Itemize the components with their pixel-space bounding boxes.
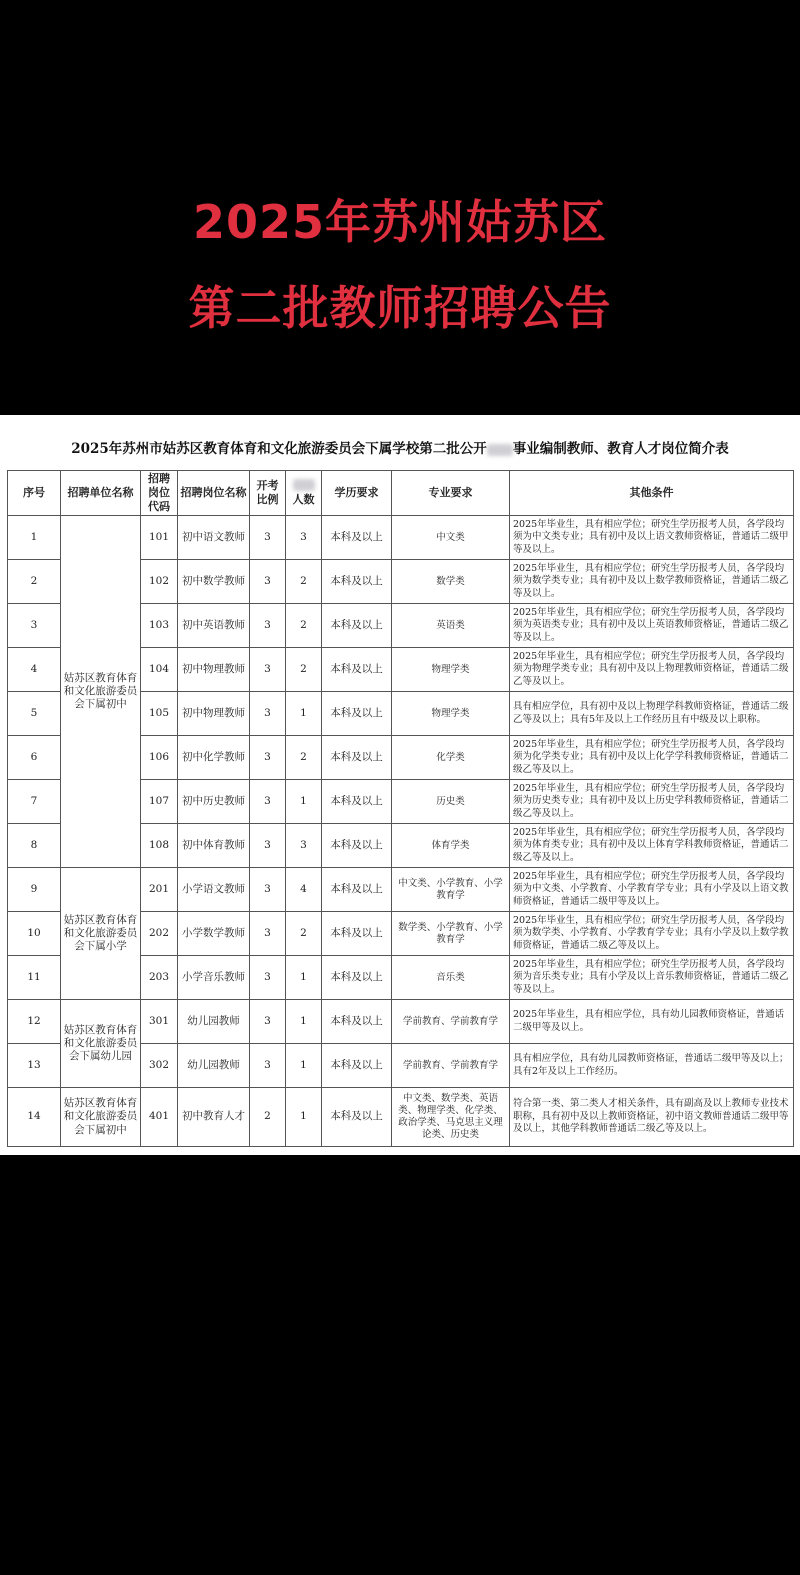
cell-edu: 本科及以上 xyxy=(322,780,392,824)
cell-seq: 7 xyxy=(8,780,61,824)
cell-edu: 本科及以上 xyxy=(322,692,392,736)
cell-code: 103 xyxy=(141,604,178,648)
cell-seq: 6 xyxy=(8,736,61,780)
cell-ratio: 3 xyxy=(250,692,286,736)
table-row xyxy=(8,868,794,912)
blurred-redaction xyxy=(293,479,315,491)
header-edu: 学历要求 xyxy=(322,471,392,516)
cell-post: 初中语文教师 xyxy=(178,516,250,560)
cell-post: 初中数学教师 xyxy=(178,560,250,604)
cell-other: 2025年毕业生，具有相应学位；研究生学历报考人员，各学段均须为英语类专业；具有初中及以上英语教师资格证，普通话二级乙等及以上。 xyxy=(510,604,794,648)
cell-other: 2025年毕业生，具有相应学位；研究生学历报考人员，各学段均须为数学类、小学教育、小学教育学专业；具有小学及以上数学教师资格证，普通话二级乙等及以上。 xyxy=(510,912,794,956)
cell-ratio: 3 xyxy=(250,1044,286,1088)
cell-seq: 11 xyxy=(8,956,61,1000)
cell-seq: 5 xyxy=(8,692,61,736)
cell-count: 2 xyxy=(286,736,322,780)
cell-major: 英语类 xyxy=(392,604,510,648)
cell-post: 小学语文教师 xyxy=(178,868,250,912)
header-count xyxy=(286,471,322,516)
cell-other: 2025年毕业生，具有相应学位；研究生学历报考人员，各学段均须为物理学类专业；具有初中及以上物理教师资格证，普通话二级乙等及以上。 xyxy=(510,648,794,692)
cell-code: 302 xyxy=(141,1044,178,1088)
cell-ratio: 3 xyxy=(250,780,286,824)
cell-code: 108 xyxy=(141,824,178,868)
banner-title-line1: 2025年苏州姑苏区 xyxy=(192,195,608,249)
cell-count: 3 xyxy=(286,824,322,868)
cell-edu: 本科及以上 xyxy=(322,824,392,868)
cell-count: 2 xyxy=(286,560,322,604)
table-row xyxy=(8,1088,794,1147)
table-header-row xyxy=(8,471,794,516)
header-post: 招聘岗位名称 xyxy=(178,471,250,516)
cell-other: 2025年毕业生，具有相应学位；研究生学历报考人员，各学段均须为体育类专业；具有初中及以上体育学科教师资格证，普通话二级乙等及以上。 xyxy=(510,824,794,868)
cell-count: 1 xyxy=(286,1088,322,1147)
cell-edu: 本科及以上 xyxy=(322,868,392,912)
cell-post: 初中化学教师 xyxy=(178,736,250,780)
table-row xyxy=(8,1000,794,1044)
cell-edu: 本科及以上 xyxy=(322,1088,392,1147)
cell-major: 体育学类 xyxy=(392,824,510,868)
cell-post: 小学数学教师 xyxy=(178,912,250,956)
cell-seq: 14 xyxy=(8,1088,61,1147)
document-title-part1: 2025年苏州市姑苏区教育体育和文化旅游委员会下属学校第二批公开 xyxy=(71,441,487,457)
header-seq: 序号 xyxy=(8,471,61,516)
cell-edu: 本科及以上 xyxy=(322,1000,392,1044)
cell-count: 2 xyxy=(286,912,322,956)
cell-ratio: 3 xyxy=(250,868,286,912)
cell-major: 中文类、小学教育、小学教育学 xyxy=(392,868,510,912)
cell-edu: 本科及以上 xyxy=(322,516,392,560)
cell-seq: 4 xyxy=(8,648,61,692)
cell-code: 201 xyxy=(141,868,178,912)
cell-ratio: 3 xyxy=(250,736,286,780)
cell-code: 202 xyxy=(141,912,178,956)
cell-seq: 12 xyxy=(8,1000,61,1044)
cell-count: 2 xyxy=(286,604,322,648)
cell-ratio: 3 xyxy=(250,824,286,868)
title-banner xyxy=(0,0,800,415)
cell-seq: 2 xyxy=(8,560,61,604)
banner-title-line2: 第二批教师招聘公告 xyxy=(188,281,612,335)
cell-post: 小学音乐教师 xyxy=(178,956,250,1000)
cell-edu: 本科及以上 xyxy=(322,648,392,692)
cell-code: 401 xyxy=(141,1088,178,1147)
cell-edu: 本科及以上 xyxy=(322,736,392,780)
cell-other: 符合第一类、第二类人才相关条件，具有副高及以上教师专业技术职称，具有初中及以上教师资格证，初中语文教师普通话二级甲等及以上，其他学科教师普通话二级乙等及以上。 xyxy=(510,1088,794,1147)
cell-major: 数学类 xyxy=(392,560,510,604)
cell-count: 1 xyxy=(286,956,322,1000)
header-unit: 招聘单位名称 xyxy=(61,471,141,516)
cell-code: 101 xyxy=(141,516,178,560)
cell-ratio: 3 xyxy=(250,956,286,1000)
cell-post: 初中物理教师 xyxy=(178,648,250,692)
cell-code: 203 xyxy=(141,956,178,1000)
cell-major: 音乐类 xyxy=(392,956,510,1000)
cell-code: 106 xyxy=(141,736,178,780)
cell-other: 2025年毕业生，具有相应学位；研究生学历报考人员，各学段均须为历史类专业；具有初中及以上历史学科教师资格证，普通话二级乙等及以上。 xyxy=(510,780,794,824)
cell-count: 1 xyxy=(286,1044,322,1088)
cell-seq: 1 xyxy=(8,516,61,560)
document-title-part2: 事业编制教师、教育人才岗位简介表 xyxy=(512,441,729,457)
header-code: 招聘岗位代码 xyxy=(141,471,178,516)
cell-other: 2025年毕业生，具有相应学位；研究生学历报考人员，各学段均须为中文类、小学教育、小学教育学专业；具有小学及以上语文教师资格证，普通话二级甲等及以上。 xyxy=(510,868,794,912)
cell-count: 1 xyxy=(286,780,322,824)
cell-seq: 3 xyxy=(8,604,61,648)
cell-count: 1 xyxy=(286,692,322,736)
cell-other: 2025年毕业生，具有相应学位；研究生学历报考人员，各学段均须为音乐类专业；具有小学及以上音乐教师资格证，普通话二级乙等及以上。 xyxy=(510,956,794,1000)
cell-unit: 姑苏区教育体育和文化旅游委员会下属初中 xyxy=(61,516,141,868)
document-title xyxy=(0,437,800,457)
cell-seq: 8 xyxy=(8,824,61,868)
cell-post: 初中历史教师 xyxy=(178,780,250,824)
cell-edu: 本科及以上 xyxy=(322,956,392,1000)
cell-post: 初中教育人才 xyxy=(178,1088,250,1147)
cell-seq: 13 xyxy=(8,1044,61,1088)
cell-other: 2025年毕业生，具有相应学位；研究生学历报考人员，各学段均须为中文类专业；具有初中及以上语文教师资格证，普通话二级甲等及以上。 xyxy=(510,516,794,560)
cell-other: 具有相应学位，具有初中及以上物理学科教师资格证，普通话二级乙等及以上；具有5年及以上工作经历且有中级及以上职称。 xyxy=(510,692,794,736)
cell-major: 学前教育、学前教育学 xyxy=(392,1000,510,1044)
cell-other: 2025年毕业生，具有相应学位；研究生学历报考人员，各学段均须为数学类专业；具有初中及以上数学教师资格证，普通话二级乙等及以上。 xyxy=(510,560,794,604)
cell-unit: 姑苏区教育体育和文化旅游委员会下属初中 xyxy=(61,1088,141,1147)
cell-post: 幼儿园教师 xyxy=(178,1044,250,1088)
cell-ratio: 3 xyxy=(250,1000,286,1044)
cell-post: 初中物理教师 xyxy=(178,692,250,736)
cell-major: 中文类 xyxy=(392,516,510,560)
cell-other: 2025年毕业生，具有相应学位，具有幼儿园教师资格证，普通话二级甲等及以上。 xyxy=(510,1000,794,1044)
cell-code: 301 xyxy=(141,1000,178,1044)
cell-post: 初中体育教师 xyxy=(178,824,250,868)
cell-code: 104 xyxy=(141,648,178,692)
cell-major: 物理学类 xyxy=(392,648,510,692)
cell-major: 化学类 xyxy=(392,736,510,780)
cell-code: 102 xyxy=(141,560,178,604)
cell-major: 历史类 xyxy=(392,780,510,824)
cell-major: 物理学类 xyxy=(392,692,510,736)
cell-other: 具有相应学位，具有幼儿园教师资格证，普通话二级甲等及以上；具有2年及以上工作经历。 xyxy=(510,1044,794,1088)
cell-ratio: 3 xyxy=(250,604,286,648)
cell-code: 105 xyxy=(141,692,178,736)
cell-count: 2 xyxy=(286,648,322,692)
cell-other: 2025年毕业生，具有相应学位；研究生学历报考人员，各学段均须为化学类专业；具有初中及以上化学学科教师资格证，普通话二级乙等及以上。 xyxy=(510,736,794,780)
table-row xyxy=(8,516,794,560)
header-other: 其他条件 xyxy=(510,471,794,516)
cell-post: 初中英语教师 xyxy=(178,604,250,648)
cell-ratio: 3 xyxy=(250,560,286,604)
cell-unit: 姑苏区教育体育和文化旅游委员会下属小学 xyxy=(61,868,141,1000)
cell-edu: 本科及以上 xyxy=(322,560,392,604)
cell-ratio: 3 xyxy=(250,648,286,692)
position-table xyxy=(7,470,794,1147)
cell-count: 3 xyxy=(286,516,322,560)
header-major: 专业要求 xyxy=(392,471,510,516)
cell-ratio: 3 xyxy=(250,516,286,560)
cell-seq: 9 xyxy=(8,868,61,912)
cell-seq: 10 xyxy=(8,912,61,956)
cell-count: 1 xyxy=(286,1000,322,1044)
cell-ratio: 2 xyxy=(250,1088,286,1147)
cell-edu: 本科及以上 xyxy=(322,1044,392,1088)
document-sheet xyxy=(0,415,800,1155)
cell-count: 4 xyxy=(286,868,322,912)
cell-major: 中文类、数学类、英语类、物理学类、化学类、政治学类、马克思主义理论类、历史类 xyxy=(392,1088,510,1147)
cell-edu: 本科及以上 xyxy=(322,604,392,648)
cell-major: 数学类、小学教育、小学教育学 xyxy=(392,912,510,956)
header-ratio: 开考比例 xyxy=(250,471,286,516)
cell-code: 107 xyxy=(141,780,178,824)
header-count-label: 人数 xyxy=(292,493,315,507)
blurred-redaction xyxy=(487,444,513,456)
cell-edu: 本科及以上 xyxy=(322,912,392,956)
cell-major: 学前教育、学前教育学 xyxy=(392,1044,510,1088)
cell-post: 幼儿园教师 xyxy=(178,1000,250,1044)
cell-unit: 姑苏区教育体育和文化旅游委员会下属幼儿园 xyxy=(61,1000,141,1088)
cell-ratio: 3 xyxy=(250,912,286,956)
